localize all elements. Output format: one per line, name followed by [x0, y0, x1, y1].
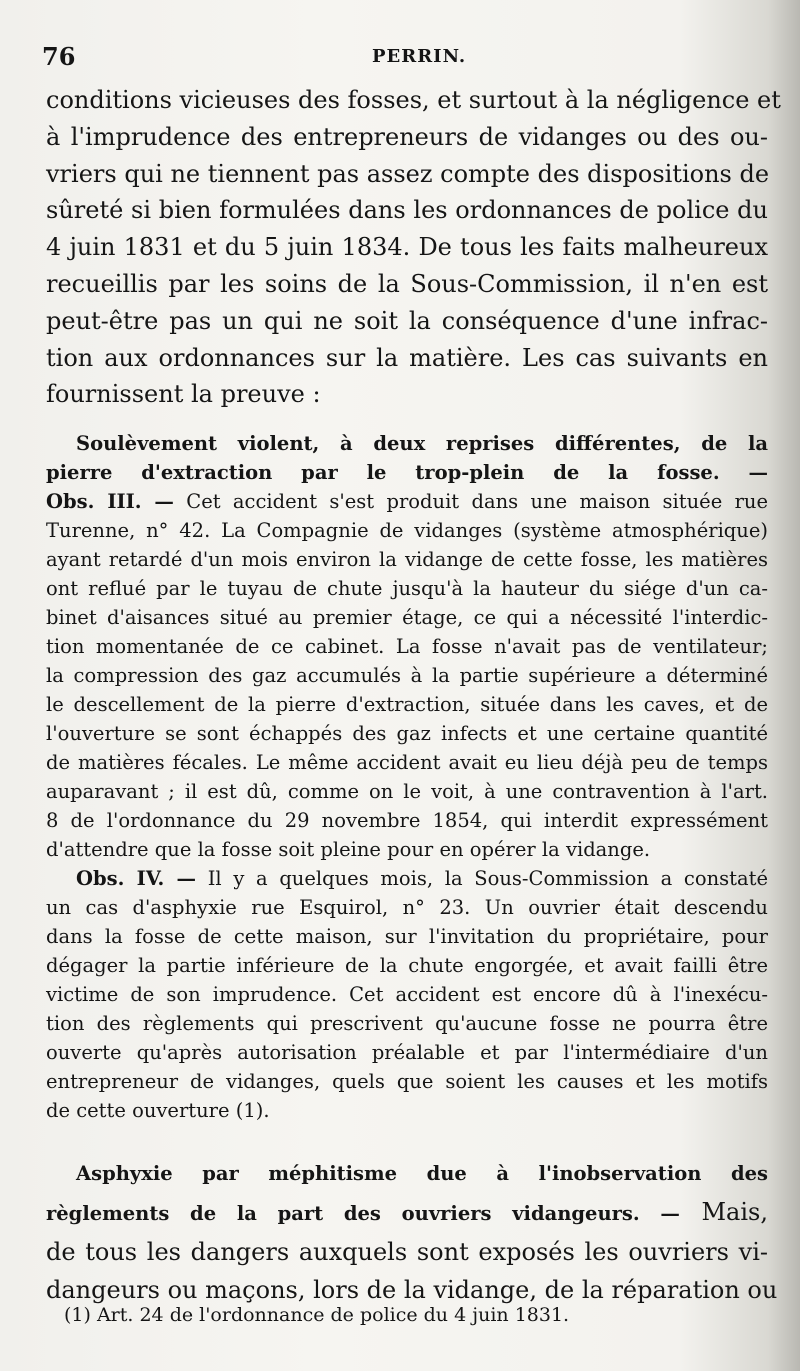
- text-line: tion momentanée de ce cabinet. La fosse n'avait pas de ventilateur;: [46, 635, 768, 659]
- text-line: fournissent la preuve :: [46, 380, 321, 409]
- paragraph-intro: [46, 82, 781, 413]
- text-line: à l'imprudence des entrepreneurs de vidanges ou des ou-: [46, 122, 768, 151]
- obs-line: [46, 864, 768, 893]
- text-line: de matières fécales. Le même accident avait eu lieu déjà peu de temps: [46, 751, 768, 775]
- text-line: ayant retardé d'un mois environ la vidange de cette fosse, les matières: [46, 548, 768, 572]
- text-line: binet d'aisances situé au premier étage, ce qui a nécessité l'interdic-: [46, 606, 768, 630]
- text-line: dégager la partie inférieure de la chute engorgée, et avait failli être: [46, 954, 768, 978]
- section-heading-line: [46, 1193, 768, 1233]
- page-header: [42, 42, 762, 76]
- section-heading: Asphyxie par méphitisme due à l'inobservation des: [76, 1162, 768, 1186]
- text-line: 8 de l'ordonnance du 29 novembre 1854, qui interdit expressément: [46, 809, 768, 833]
- section-heading: règlements de la part des ouvriers vidangeurs. —: [46, 1202, 680, 1226]
- page-number: 76: [42, 42, 76, 71]
- text-line: auparavant ; il est dû, comme on le voit, à une contravention à l'art.: [46, 780, 768, 804]
- text-line: victime de son imprudence. Cet accident est encore dû à l'inexécu-: [46, 983, 768, 1007]
- running-head: PERRIN.: [372, 46, 467, 67]
- text-line: ouverte qu'après autorisation préalable et par l'intermédiaire d'un: [46, 1041, 768, 1065]
- text-line: de tous les dangers auxquels sont exposés les ouvriers vi-: [46, 1238, 768, 1267]
- text-line: l'ouverture se sont échappés des gaz infects et une certaine quantité: [46, 722, 768, 746]
- text-line: Turenne, n° 42. La Compagnie de vidanges (système atmosphérique): [46, 519, 768, 543]
- text-line: conditions vicieuses des fosses, et surtout à la négligence et: [46, 86, 781, 114]
- obs-text: Il y a quelques mois, la Sous-Commission a constaté: [207, 867, 768, 891]
- text-line: peut-être pas un qui ne soit la conséquence d'une infrac-: [46, 306, 768, 335]
- text-line: d'attendre que la fosse soit pleine pour en opérer la vidange.: [46, 838, 651, 862]
- section-observations: [46, 429, 768, 1125]
- text-line: ont reflué par le tuyau de chute jusqu'à la hauteur du siége d'un ca-: [46, 577, 768, 601]
- text-line: tion des règlements qui prescrivent qu'aucune fosse ne pourra être: [46, 1012, 768, 1036]
- text-line: dans la fosse de cette maison, sur l'invitation du propriétaire, pour: [46, 925, 768, 949]
- section-heading: Soulèvement violent, à deux reprises différentes, de la: [76, 432, 768, 456]
- text-line: entrepreneur de vidanges, quels que soient les causes et les motifs: [46, 1070, 768, 1094]
- text-line: tion aux ordonnances sur la matière. Les cas suivants en: [46, 343, 768, 372]
- text-line: un cas d'asphyxie rue Esquirol, n° 23. Un ouvrier était descendu: [46, 896, 768, 920]
- text-line: de cette ouverture (1).: [46, 1099, 270, 1123]
- text-line: vriers qui ne tiennent pas assez compte des dispositions de: [46, 159, 770, 188]
- obs-line: [46, 487, 768, 516]
- text-line: recueillis par les soins de la Sous-Commission, il n'en est: [46, 269, 768, 298]
- text-line: sûreté si bien formulées dans les ordonnances de police du: [46, 196, 768, 225]
- obs-text: Cet accident s'est produit dans une maison située rue: [186, 490, 769, 514]
- text-line: le descellement de la pierre d'extraction, située dans les caves, et de: [46, 693, 768, 717]
- text-line: 4 juin 1831 et du 5 juin 1834. De tous les faits malheureux: [46, 233, 768, 262]
- text-line: la compression des gaz accumulés à la partie supérieure a déterminé: [46, 664, 768, 688]
- obs-label: Obs. III. —: [46, 490, 174, 514]
- section-heading: pierre d'extraction par le trop-plein de la fosse. —: [46, 461, 768, 485]
- section-text: Mais,: [701, 1198, 768, 1227]
- section-asphyxie: [46, 1155, 778, 1309]
- obs-label: Obs. IV. —: [76, 867, 197, 891]
- footnote: (1) Art. 24 de l'ordonnance de police du 4 juin 1831.: [64, 1304, 570, 1326]
- page-body: [46, 82, 781, 1309]
- text-line: dangeurs ou maçons, lors de la vidange, de la réparation ou: [46, 1276, 778, 1305]
